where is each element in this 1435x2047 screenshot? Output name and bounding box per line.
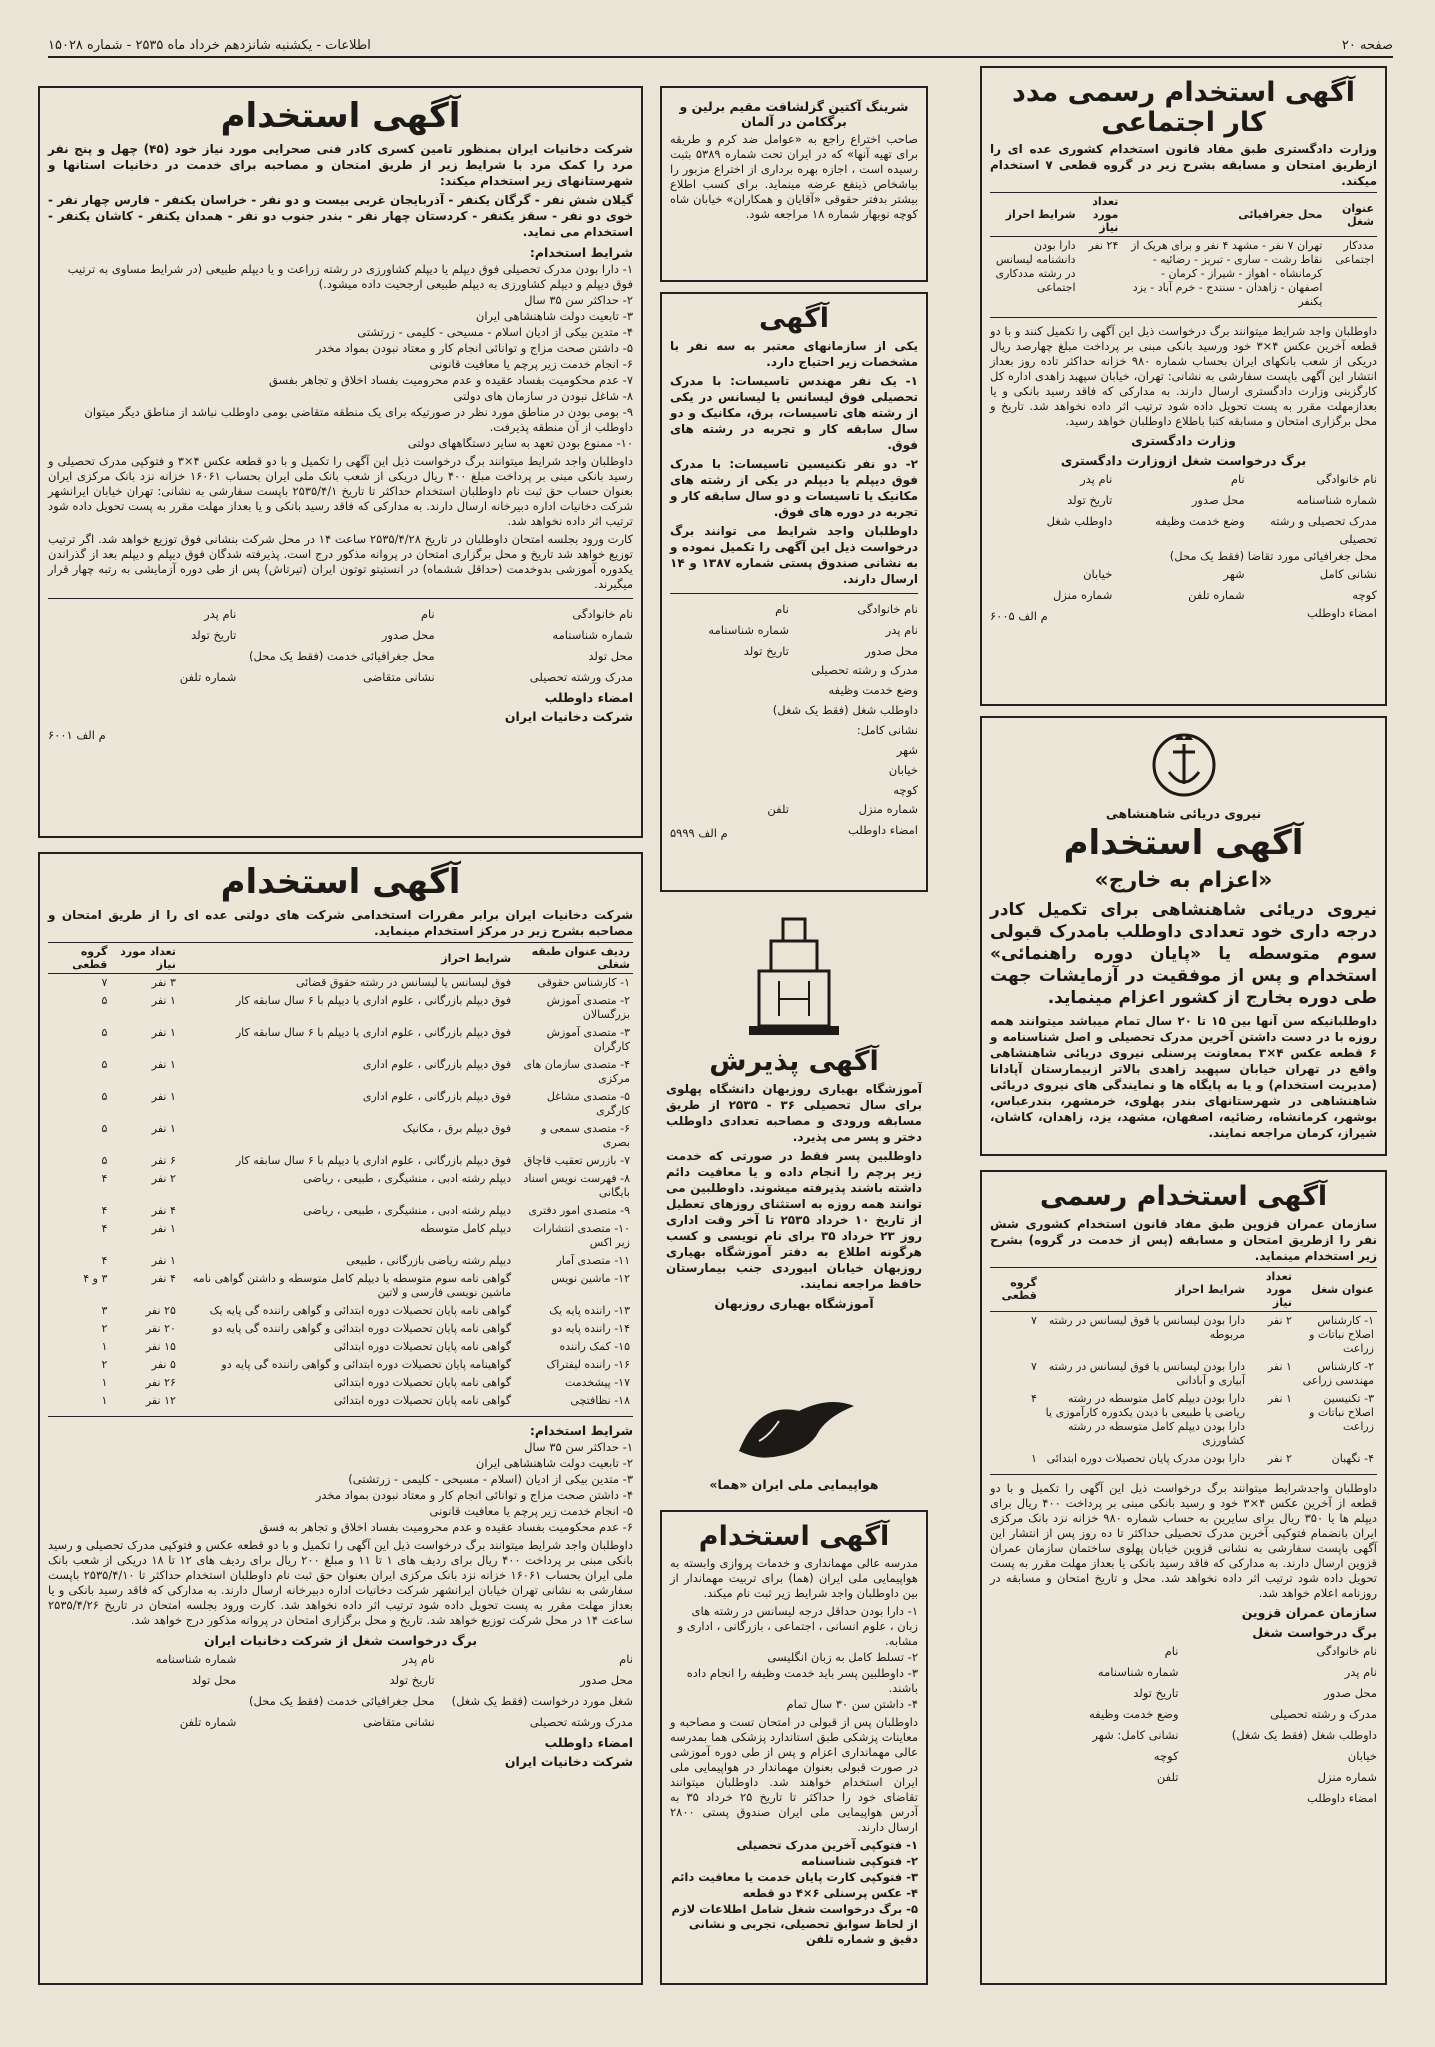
application-form: نام خانوادگی نام نام پدر شماره شناسنامه محل صدور تاریخ تولد محل تولد محل جغرافیائی خدمت (فقط یک محل) مدرک ورشته تحصیلی نشانی متقاضی شماره تلفن	[179, 607, 633, 685]
ad-note: داوطلبان واجد شرایط می توانند برگ درخواست ذیل این آگهی را تکمیل نموده و به نشانی صندوق پستی شماره ۱۳۸۷ و ۱۴ ارسال دارند.	[670, 523, 918, 586]
application-form: نام خانوادگی نام نام پدر شماره شناسنامه محل صدور تاریخ تولد	[708, 601, 918, 658]
ad-body: صاحب اختراع راجع به «عوامل ضد کرم و طریقه برای تهیه آنها» که در ایران تحت شماره ۵۳۸۹ بثبت رسیده است ، اجازه بهره برداری از اختراع مزبور را بیاشخاص ذینفع عرضه مینماید. برای کسب اطلاع بیشتر بدفتر حقوقی «آقایان و همکاران» خیابان شاه کوچه نوبهار شماره ۱۸ مراجعه شود.	[670, 132, 919, 221]
table-row: ۱۱- متصدی آمار دیپلم رشته ریاضی بازرگانی ، طبیعی ۱ نفر ۴	[101, 1254, 630, 1268]
ad-intro: سازمان عمران قزوین طبق مفاد قانون استخدام کشوری شش نفر را ازطریق امتحان و مسابقه (پس از خدمت در گروه) بشرح زیر استخدام مینماید.	[990, 1216, 1377, 1263]
ad-airline-logo	[660, 1385, 928, 1505]
ad-qazvin	[980, 1170, 1387, 1985]
ad-body: داوطلبان پس از قبولی در امتحان تست و مصاحبه و معاینات پزشکی طبق استاندارد پزشکی هما بمدرسه عالی مهمانداری اعزام و پس از طی دوره آموزشی در صورت قبولی بعنوان مهماندار در هواپیمایی ملی ایران استخدام خواهند شد. داوطلبان میتوانند تقاضای خود را حداکثر تا تاریخ ۲۵ خرداد ۳۵ به آدرس هواپیمایی ملی ایران صندوق پستی ۲۸۰۰ ارسال دارند.	[670, 1714, 919, 1834]
ad-title: آگهی استخدام	[698, 1521, 890, 1552]
ad-nursing	[660, 905, 928, 1375]
table-row: ۴- نگهبان ۲ نفر دارا بودن مدرک پایان تحصیلات دوره ابتدائی ۱	[1030, 1451, 1374, 1465]
ad-title: آگهی استخدام	[220, 96, 461, 136]
form-title: برگ درخواست شغل از شرکت دخانیات ایران	[203, 1633, 478, 1649]
table-row: ۴- متصدی سازمان های مرکزی فوق دیپلم بازرگانی ، علوم اداری ۱ نفر ۵	[101, 1058, 630, 1086]
ad-title: آگهی استخدام رسمی مدد کار اجتماعی	[1012, 77, 1355, 138]
ad-lead: نیروی دریائی شاهنشاهی برای تکمیل کادر درجه داری خود تعدادی داوطلب بامدرک قبولی سوم متوسطه یا «پایان دوره راهنمائی» استخدام و پس از موفقیت در آزمایشات جهت طی دوره بخارج از کشور اعزام مینماید.	[990, 900, 1377, 1009]
ad-subtitle: «اعزام به خارج»	[1094, 868, 1273, 894]
page-header	[48, 34, 1393, 58]
conditions-title: شرایط استخدام:	[529, 1423, 633, 1439]
ad-body: داوطلبان واجد شرایط میتوانند برگ درخواست ذیل این آگهی را تکمیل و با دو قطعه عکس ۴×۳ و فتوکپی مدرک تحصیلی و رسید بانکی مبنی بر پرداخت مبلغ ۴۰۰ ریال دریکی از شعب بانک ملی ایران بحساب ۱۶۰۶۱ خزانه نزد بانک مرکزی ایران بعنوان حساب حق ثبت نام داوطلبان استخدام حداکثر تا تاریخ ۲۵۳۵/۴/۱ باپست سفارشی به نشانی: تهران خیابان ایرانشهر شرکت دخانیات اداره دبیرخانه ارسال دارند. به مدارکی که فاقد رسید بانکی و یا بعداز مهلت مقرر به پست تحویل داده شود ترتیب اثر داده نخواهد شد.	[48, 454, 633, 529]
table-row: ۱۷- پیشخدمت گواهی نامه پایان تحصیلات دوره ابتدائی ۲۶ نفر ۱	[101, 1376, 630, 1390]
ad-body: داوطلبان واجدشرایط میتوانند برگ درخواست ذیل این آگهی را تکمیل و با دو قطعه از آخرین عکس ۴×۳ خود و رسید بانکی مبنی بر پرداخت ۴۰۰ ریال برای دیپلم ها یا ۳۵۰ ریال برای سایرین به حساب شماره ۹۸۰ خزانه نزد بانک مرکزی ایران بانضمام فتوکپی آخرین مدرک تحصیلی حداکثر تا ده روز پس از انتشار این آگهی باپست سفارشی به نشانی قزوین خیابان پهلوی ساختمان سازمان عمران قزوین ارسال دارند. به مدارکی که فاقد رسید بانکی یا بعداز مهلت مقرر به پست تحویل داده شود ترتیب اثر داده نخواهد شد. محل و تاریخ امتحان و مسابقه در روزنامه اعلام خواهد شد.	[990, 1480, 1377, 1600]
col-header: تعداد مورد نیاز	[1079, 193, 1122, 237]
homa-bird-icon	[660, 1391, 928, 1471]
table-row: ۱۶- راننده لیفتراک گواهینامه پایان تحصیلات دوره ابتدائی و گواهی راننده گی پایه دو ۵ نفر ۲	[101, 1358, 630, 1372]
ad-navy	[980, 716, 1387, 1156]
table-row: ۳- متصدی آموزش کارگران فوق دیپلم بازرگانی ، علوم اداری یا دیپلم با ۶ سال سابقه کار ۱ نفر ۵	[101, 1026, 630, 1054]
ad-intro: شرکت دخانیات ایران بمنظور تامین کسری کادر فنی صحرایی مورد نیاز خود (۴۵) چهل و پنج نفر مرد را کمک مرد با شرایط زیر از طریق امتحان و مصاحبه برای خدمت در دخانیات استانها و شهرستانهای زیر استخدام میکند:	[48, 142, 633, 189]
ad-body: آموزشگاه بهیاری روزبهان دانشگاه پهلوی برای سال تحصیلی ۳۶ - ۲۵۳۵ از طریق مسابقه ورودی و مصاحبه تعدادی داوطلب دختر و پسر می پذیرد.	[666, 1081, 923, 1144]
ad-patent	[660, 86, 928, 282]
page-number: صفحه ۲۰	[1341, 37, 1393, 53]
ad-small: آگهی یکی از سازمانهای معتبر به سه نفر با مشخصات زیر احتیاج دارد. ۱- یک نفر مهندس تاسیسات: با مدرک تحصیلی فوق لیسانس یا لیسانس در یکی از رشته های تاسیسات، برق، مکانیک و دو سال سابقه کار و تجربه در رشته های فوق. ۲- دو نفر تکنیسین تاسیسات: با مدرک فوق دیپلم یا دیپلم در یکی از رشته های مکانیک یا تاسیسات و دو سال سابقه کار و تجربه در دوره های فوق. داوطلبان واجد شرایط می توانند برگ درخواست ذیل این آگهی را تکمیل نموده و به نشانی صندوق پستی شماره ۱۳۸۷ و ۱۴ ارسال دارند. نام خانوادگی نام نام پدر شماره شناسنامه محل صدور تاریخ تولد مدرک و رشته تحصیلی وضع خدمت وظیفه داوطلب شغل (فقط یک شغل) نشانی کامل: شهر خیابان کوچه شماره منزل تلفن امضاء داوطلب م الف ۵۹۹۹	[660, 292, 928, 892]
form-title: برگ درخواست شغل ازوزارت دادگستری	[1060, 453, 1307, 469]
ad-title: آگهی پذیرش	[709, 1046, 879, 1077]
navy-emblem-icon	[990, 730, 1377, 800]
col-header: شرایط احراز	[990, 193, 1079, 237]
ad-tobacco-2: آگهی استخدام شرکت دخانیات ایران برابر مقررات استخدامی شرکت های دولتی عده ای را از طریق امتحان و مصاحبه بشرح زیر در مرکز استخدام مینماید. ردیف عنوان طبقه شغلی شرایط احراز تعداد مورد نیاز گروه قطعی ۱- کارشناس حقوقی فوق لیسانس یا لیسانس در رشته حقوق قضائی ۳ نفر ۷ ۲- متصدی آموزش بزرگسالان فوق دیپلم بازرگانی ، علوم اداری یا دیپلم با ۶ سال سابقه کار ۱ نفر ۵ ۳- متصدی آموزش کارگران فوق دیپلم بازرگانی ، علوم اداری یا دیپلم با ۶ سال سابقه کار ۱ نفر ۵ ۴- متصدی سازمان های مرکزی فوق دیپلم بازرگانی ، علوم اداری ۱ نفر ۵ ۵- متصدی مشاغل کارگری فوق دیپلم بازرگانی ، علوم اداری ۱ نفر ۵ ۶- متصدی سمعی و بصری فوق دیپلم برق ، مکانیک ۱ نفر ۵ ۷- بازرس تعقیب قاچاق فوق دیپلم بازرگانی ، علوم اداری یا دیپلم با ۶ سال سابقه کار ۶ نفر ۵ ۸- فهرست نویس اسناد بایگانی دیپلم رشته ادبی ، منشیگری ، طبیعی ، ریاضی ۲ نفر ۴ ۹- متصدی امور دفتری دیپلم رشته ادبی ، منشیگری ، طبیعی ، ریاضی ۴ نفر ۴ ۱۰- متصدی انتشارات زیر اکس دیپلم کامل متوسطه ۱ نفر ۴ ۱۱- متصدی آمار دیپلم رشته ریاضی بازرگانی ، طبیعی ۱ نفر ۴ ۱۲- ماشین نویس گواهی نامه سوم متوسطه یا دیپلم کامل متوسطه و داشتن گواهی نامه ماشین نویسی فارسی و لاتین ۴ نفر ۳ و ۴ ۱۳- راننده پایه یک گواهی نامه پایان تحصیلات دوره ابتدائی و گواهی راننده گی پایه یک ۲۵ نفر ۳ ۱۴- راننده پایه دو گواهی نامه پایان تحصیلات دوره ابتدائی و گواهی راننده گی پایه دو ۲۰ نفر ۲ ۱۵- کمک راننده گواهی نامه پایان تحصیلات دوره ابتدائی ۱۵ نفر ۱ ۱۶- راننده لیفتراک گواهینامه پایان تحصیلات دوره ابتدائی و گواهی راننده گی پایه دو ۵ نفر ۲ ۱۷- پیشخدمت گواهی نامه پایان تحصیلات دوره ابتدائی ۲۶ نفر ۱ ۱۸- نظافتچی گواهی نامه پایان تحصیلات دوره ابتدائی ۱۲ نفر ۱ شرایط استخدام: ۱- حداکثر سن ۳۵ سال ۲- تابعیت دولت شاهنشاهی ایران ۳- متدین بیکی از ادیان (اسلام - مسیحی - کلیمی - زرتشتی) ۴- داشتن صحت مزاج و توانائی انجام کار و معتاد نبودن بمواد مخدر ۵- انجام خدمت زیر پرچم یا معافیت قانونی ۶- عدم محکومیت بفساد عقیده و عدم محرومیت بفساد اخلاق و تجاهر به فسق داوطلبان واجد شرایط میتوانند برگ درخواست ذیل این آگهی را تکمیل و با دو قطعه عکس و فتوکپی مدرک تحصیلی و رسید بانکی مبنی بر پرداخت ۴۰۰ ریال برای ردیف های ۱ تا ۱۱ و مبلغ ۲۰۰ ریال برای ردیف های ۱۲ تا ۱۸ دریکی از شعب بانک ملی ایران بحساب ۱۶۰۶۱ خزانه نزد بانک مرکزی ایران بعنوان حق ثبت نام داوطلبان استخدام حداکثر تا ۲۵۳۵/۴/۱۰ باپست سفارشی به نشانی تهران خیابان ایرانشهر شرکت دخانیات اداره دبیرخانه ارسال دارند. به مدارکی که فاقد رسید بانکی و یا بعداز مهلت مقرر به پست تحویل داده شود ترتیب اثر داده نخواهد شد. کارت ورود بجلسه امتحان در تاریخ ۲۵۳۵/۴/۲۶ ساعت ۱۴ در محل شرکت توزیع خواهد شد. تاریخ و محل برگزاری امتحان در پروانه مذکور درج خواهد شد. برگ درخواست شغل از شرکت دخانیات ایران نام نام پدر شماره شناسنامه محل صدور تاریخ تولد محل تولد شغل مورد درخواست (فقط یک شغل) محل جغرافیائی خدمت (فقط یک محل) مدرک ورشته تحصیلی نشانی متقاضی شماره تلفن امضاء داوطلب شرکت دخانیات ایران	[38, 852, 643, 1985]
ad-body: داوطلبانیکه سن آنها بین ۱۵ تا ۲۰ سال تمام میباشد میتوانند همه روزه با در دست داشتن آخرین مدرک تحصیلی و اصل شناسنامه و ۶ قطعه عکس ۴×۳ بمعاونت پرسنلی نیروی دریائی شاهنشاهی واقع در تهران خیابان سپهبد زاهدی بالاتر ازبیمارستان آپادانا (مدیریت استخدام) و یا به پایگاه ها و نمایندگی های نیروی دریائی شاهنشاهی در شهرستانهای بندر پهلوی، خرمشهر، بندرعباس، بوشهر، کرمانشاه، رضائیه، اصفهان، مشهد، یزد، زاهدان، کاشان، شیراز، کرمان مراجعه نمایند.	[990, 1014, 1377, 1141]
table-row: ۱- کارشناس حقوقی فوق لیسانس یا لیسانس در رشته حقوق قضائی ۳ نفر ۷	[101, 976, 630, 990]
ad-signature: شرکت دخانیات ایران	[504, 1754, 633, 1770]
school-logo-icon	[666, 911, 922, 1041]
application-form: نام نام پدر شماره شناسنامه محل صدور تاریخ تولد محل تولد شغل مورد درخواست (فقط یک شغل) محل جغرافیائی خدمت (فقط یک محل) مدرک ورشته تحصیلی نشانی متقاضی شماره تلفن	[155, 1652, 633, 1730]
ad-signature: آموزشگاه بهیاری روزبهان	[714, 1295, 874, 1311]
table-row: ۳- تکنیسین اصلاح نباتات و زراعت ۱ نفر دارا بودن دیپلم کامل متوسطه در رشته ریاضی یا طبیعی با دیدن یکدوره کارآموزی یا دارا بودن دیپلم کامل متوسطه در رشته کشاورزی ۴	[1030, 1391, 1374, 1447]
airline-name: هواپیمایی ملی ایران «هما»	[709, 1477, 879, 1492]
conditions-title: شرایط استخدام:	[529, 245, 633, 261]
list-item: ۲- دو نفر تکنیسین تاسیسات: با مدرک فوق دیپلم یا دیپلم در یکی از رشته های مکانیک یا تاسیسات و دو سال سابقه کار و تجربه در دوره های فوق.	[670, 456, 918, 519]
ad-signature: سازمان عمران قزوین	[1241, 1604, 1377, 1620]
ad-places: گیلان شش نفر - گرگان یکنفر - آذربایجان غربی بیست و دو نفر - خراسان یکنفر - فارس چهار نفر - خوی دو نفر - سقز یکنفر - کردستان چهار نفر - بندر جنوب دو نفر - همدان یکنفر - کاشان یکنفر - استخدام می نماید.	[48, 193, 633, 240]
table-row: ۱۴- راننده پایه دو گواهی نامه پایان تحصیلات دوره ابتدائی و گواهی راننده گی پایه دو ۲۰ نفر ۲	[101, 1322, 630, 1336]
job-table: ردیف عنوان طبقه شغلی شرایط احراز تعداد مورد نیاز گروه قطعی ۱- کارشناس حقوقی فوق لیسانس یا لیسانس در رشته حقوق قضائی ۳ نفر ۷ ۲- متصدی آموزش بزرگسالان فوق دیپلم بازرگانی ، علوم اداری یا دیپلم با ۶ سال سابقه کار ۱ نفر ۵ ۳- متصدی آموزش کارگران فوق دیپلم بازرگانی ، علوم اداری یا دیپلم با ۶ سال سابقه کار ۱ نفر ۵ ۴- متصدی سازمان های مرکزی فوق دیپلم بازرگانی ، علوم اداری ۱ نفر ۵ ۵- متصدی مشاغل کارگری فوق دیپلم بازرگانی ، علوم اداری ۱ نفر ۵ ۶- متصدی سمعی و بصری فوق دیپلم برق ، مکانیک ۱ نفر ۵ ۷- بازرس تعقیب قاچاق فوق دیپلم بازرگانی ، علوم اداری یا دیپلم با ۶ سال سابقه کار ۶ نفر ۵ ۸- فهرست نویس اسناد بایگانی دیپلم رشته ادبی ، منشیگری ، طبیعی ، ریاضی ۲ نفر ۴ ۹- متصدی امور دفتری دیپلم رشته ادبی ، منشیگری ، طبیعی ، ریاضی ۴ نفر ۴ ۱۰- متصدی انتشارات زیر اکس دیپلم کامل متوسطه ۱ نفر ۴ ۱۱- متصدی آمار دیپلم رشته ریاضی بازرگانی ، طبیعی ۱ نفر ۴ ۱۲- ماشین نویس گواهی نامه سوم متوسطه یا دیپلم کامل متوسطه و داشتن گواهی نامه ماشین نویسی فارسی و لاتین ۴ نفر ۳ و ۴ ۱۳- راننده پایه یک گواهی نامه پایان تحصیلات دوره ابتدائی و گواهی راننده گی پایه یک ۲۵ نفر ۳ ۱۴- راننده پایه دو گواهی نامه پایان تحصیلات دوره ابتدائی و گواهی راننده گی پایه دو ۲۰ نفر ۲ ۱۵- کمک راننده گواهی نامه پایان تحصیلات دوره ابتدائی ۱۵ نفر ۱ ۱۶- راننده لیفتراک گواهینامه پایان تحصیلات دوره ابتدائی و گواهی راننده گی پایه دو ۵ نفر ۲ ۱۷- پیشخدمت گواهی نامه پایان تحصیلات دوره ابتدائی ۲۶ نفر ۱ ۱۸- نظافتچی گواهی نامه پایان تحصیلات دوره ابتدائی ۱۲ نفر ۱	[48, 942, 633, 1410]
application-form: نام خانوادگی نام نام پدر شماره شناسنامه محل صدور تاریخ تولد مدرک تحصیلی و رشته تحصیلی وضع خدمت وظیفه داوطلب شغل	[1046, 472, 1377, 547]
ad-intro: وزارت دادگستری طبق مفاد قانون استخدام کشوری عده ای را ازطریق امتحان و مسابقه بشرح زیر در گروه قطعی ۷ استخدام میکند.	[990, 142, 1377, 189]
ad-title: آگهی	[758, 303, 830, 334]
table-row: ۵- متصدی مشاغل کارگری فوق دیپلم بازرگانی ، علوم اداری ۱ نفر ۵	[101, 1090, 630, 1118]
org-name: نیروی دریائی شاهنشاهی	[1105, 806, 1262, 821]
ad-title: آگهی استخدام رسمی	[1039, 1181, 1328, 1212]
ad-note: داوطلبین پسر فقط در صورتی که خدمت زیر پرچم را انجام داده و یا معافیت دائم داشته باشند پذیرفته میشوند. داوطلبین می توانند همه روزه به استثنای روزهای تعطیل از تاریخ ۱۰ خرداد ۲۵۳۵ تا آخر وقت اداری روز ۲۳ خرداد ۳۵ برای نام نویسی و کسب هرگونه اطلاع به دفتر آموزشگاه بهیاری روزبهان خیابان ابیوردی جنب بیمارستان حافظ مراجعه نمایند.	[666, 1148, 923, 1291]
application-form: نام خانوادگی نام نام پدر شماره شناسنامه محل صدور تاریخ تولد مدرک و رشته تحصیلی وضع خدمت وظیفه داوطلب شغل (فقط یک شغل) نشانی کامل: شهر خیابان کوچه شماره منزل تلفن امضاء داوطلب	[1088, 1643, 1377, 1805]
ad-exam: کارت ورود بجلسه امتحان داوطلبان در تاریخ ۲۵۳۵/۴/۲۸ ساعت ۱۴ در محل شرکت بنشانی فوق توزیع خواهد شد. اگر ترتیب توزیع خواهد شد تاریخ و محل برگزاری امتحان در پروانه مذکور درج است. پذیرفته شدگان فوق دیپلم و دیپلم بعد از گذراندن یکدوره آموزشی بدوخدمت (حداقل ششماه) در انستیتو توتون ایران (تیرتاش) پس از طی دوره آزمایشی به رتبه چهار قرار میگیرند.	[48, 532, 633, 592]
job-table	[990, 192, 1377, 311]
table-row: ۲- کارشناس مهندسی زراعی ۱ نفر دارا بودن لیسانس یا فوق لیسانس در رشته آبیاری و آبادانی ۷	[1030, 1359, 1374, 1387]
ad-ref: م الف ۶۰۰۵	[990, 609, 1048, 624]
table-row: ۲- متصدی آموزش بزرگسالان فوق دیپلم بازرگانی ، علوم اداری یا دیپلم با ۶ سال سابقه کار ۱ نفر ۵	[101, 994, 630, 1022]
table-row: ۱۸- نظافتچی گواهی نامه پایان تحصیلات دوره ابتدائی ۱۲ نفر ۱	[101, 1394, 630, 1408]
table-row: ۸- فهرست نویس اسناد بایگانی دیپلم رشته ادبی ، منشیگری ، طبیعی ، ریاضی ۲ نفر ۴	[101, 1172, 630, 1200]
ad-title: شرینگ آکتین گزلشافت مقیم برلین و برگکامن در آلمان	[679, 99, 909, 129]
col-header: محل جغرافیائی	[1121, 193, 1325, 237]
ad-ref: م الف ۵۹۹۹	[670, 825, 728, 840]
job-table: عنوان شغل تعداد مورد نیاز شرایط احراز گروه قطعی ۱- کارشناس اصلاح نباتات و زراعت ۲ نفر دارا بودن لیسانس یا فوق لیسانس در رشته مربوطه ۷ ۲- کارشناس مهندسی زراعی ۱ نفر دارا بودن لیسانس یا فوق لیسانس در رشته آبیاری و آبادانی ۷ ۳- تکنیسین اصلاح نباتات و زراعت ۱ نفر دارا بودن دیپلم کامل متوسطه در رشته ریاضی یا طبیعی با دیدن یکدوره کارآموزی یا دارا بودن دیپلم کامل متوسطه در رشته کشاورزی ۴ ۴- نگهبان ۲ نفر دارا بودن مدرک پایان تحصیلات دوره ابتدائی ۱	[990, 1267, 1377, 1468]
ad-airline: آگهی استخدام مدرسه عالی مهمانداری و خدمات پروازی وابسته به هواپیمایی ملی ایران (هما) برای تربیت مهماندار از بین داوطلبان واجد شرایط زیر ثبت نام میکند. ۱- دارا بودن حداقل درجه لیسانس در رشته های زبان ، علوم انسانی ، اجتماعی ، بازرگانی ، اداری و مشابه. ۲- تسلط کامل به زبان انگلیسی ۳- داوطلبین پسر باید خدمت وظیفه را انجام داده باشند. ۴- داشتن سن ۳۰ سال تمام داوطلبان پس از قبولی در امتحان تست و مصاحبه و معاینات پزشکی طبق استاندارد پزشکی هما بمدرسه عالی مهمانداری اعزام و پس از طی دوره آموزشی در صورت قبولی بعنوان مهماندار در هواپیمایی ملی ایران استخدام خواهند شد. داوطلبان میتوانند تقاضای خود را حداکثر تا تاریخ ۲۵ خرداد ۳۵ به آدرس هواپیمایی ملی ایران صندوق پستی ۲۸۰۰ ارسال دارند. ۱- فتوکپی آخرین مدرک تحصیلی ۲- فتوکپی شناسنامه ۳- فتوکپی کارت پایان خدمت یا معافیت دائم ۴- عکس پرسنلی ۶×۴ دو قطعه ۵- برگ درخواست شغل شامل اطلاعات لازم از لحاظ سوابق تحصیلی، تجربی و نشانی دقیق و شماره تلفن	[660, 1510, 928, 1985]
list-item: ۱- یک نفر مهندس تاسیسات: با مدرک تحصیلی فوق لیسانس یا لیسانس در یکی از رشته های تاسیسات، برق، مکانیک و دو سال سابقه کار و تجربه در رشته های فوق.	[670, 373, 918, 452]
ad-body: داوطلبان واجد شرایط میتوانند برگ درخواست ذیل این آگهی را تکمیل کنند و با دو قطعه آخرین عکس ۴×۳ خود ورسید بانکی مبنی بر پرداخت مبلغ چهارصد ریال دریکی از شعب بانکهای ایران بحساب شماره ۹۸۰ خزانه حداکثر تاده روز بعداز انتشار این آگهی باپست سفارشی به نشانی: تهران، خیابان سپهبد زاهدی اداره کل کارگزینی وزارت دادگستری ارسال دارند. به مدارکی که فاقد رسید بانکی و یا بعدازمهلت مقرر به پست تحویل داده شود ترتیب اثر داده نخواهد شد. تاریخ و محل برگزاری امتحان و مسابقه کتبا باطلاع داوطلبان خواهد رسید.	[990, 324, 1377, 429]
table-row: ۷- بازرس تعقیب قاچاق فوق دیپلم بازرگانی ، علوم اداری یا دیپلم با ۶ سال سابقه کار ۶ نفر ۵	[101, 1154, 630, 1168]
ad-intro: یکی از سازمانهای معتبر به سه نفر با مشخصات زیر احتیاج دارد.	[670, 338, 918, 369]
table-row: مددکار اجتماعی تهران ۷ نفر - مشهد ۴ نفر و برای هریک از نقاط رشت - ساری - تبریز - رضائیه - کرمانشاه - اهواز - شیراز - کرمان - اصفهان - زاهدان - سنندج - خرم آباد - یزد یکنفر ۲۴ نفر دارا بودن دانشنامه لیسانس در رشته مددکاری اجتماعی	[995, 239, 1374, 309]
issue-info: اطلاعات - یکشنبه شانزدهم خرداد ماه ۲۵۳۵ - شماره ۱۵۰۲۸	[48, 37, 371, 53]
ad-body: داوطلبان واجد شرایط میتوانند برگ درخواست ذیل این آگهی را تکمیل و با دو قطعه عکس و فتوکپی مدرک تحصیلی و رسید بانکی مبنی بر پرداخت ۴۰۰ ریال برای ردیف های ۱ تا ۱۱ و مبلغ ۲۰۰ ریال برای ردیف های ۱۲ تا ۱۸ دریکی از شعب بانک ملی ایران بحساب ۱۶۰۶۱ خزانه نزد بانک مرکزی ایران بعنوان حق ثبت نام داوطلبان استخدام حداکثر تا ۲۵۳۵/۴/۱۰ باپست سفارشی به نشانی تهران خیابان ایرانشهر شرکت دخانیات اداره دبیرخانه ارسال دارند. به مدارکی که فاقد رسید بانکی و یا بعداز مهلت مقرر به پست تحویل داده شود ترتیب اثر داده نخواهد شد. کارت ورود بجلسه امتحان در تاریخ ۲۵۳۵/۴/۲۶ ساعت ۱۴ در محل شرکت توزیع خواهد شد. تاریخ و محل برگزاری امتحان در پروانه مذکور درج خواهد شد.	[48, 1538, 634, 1628]
table-row: ۱- کارشناس اصلاح نباتات و زراعت ۲ نفر دارا بودن لیسانس یا فوق لیسانس در رشته مربوطه ۷	[1030, 1313, 1374, 1355]
ad-welfare: آگهی استخدام رسمی مدد کار اجتماعی وزارت دادگستری طبق مفاد قانون استخدام کشوری عده ای را ازطریق امتحان و مسابقه بشرح زیر در گروه قطعی ۷ استخدام میکند. عنوان شغل محل جغرافیائی تعداد مورد نیاز شرایط احراز مددکار اجتماعی تهران ۷ نفر - مشهد ۴ نفر و برای هریک از نقاط رشت - ساری - تبریز - رضائیه - کرمانشاه - اهواز - شیراز - کرمان - اصفهان - زاهدان - سنندج - خرم آباد - یزد یکنفر ۲۴ نفر دارا بودن دانشنامه لیسانس در رشته مددکاری اجتماعی داوطلبان واجد شرایط میتوانند برگ درخواست ذیل این آگهی را تکمیل کنند و با دو قطعه آخرین عکس ۴×۳ خود ورسید بانکی مبنی بر پرداخت مبلغ چهارصد ریال دریکی از شعب بانکهای ایران بحساب شماره ۹۸۰ خزانه حداکثر تاده روز بعداز انتشار این آگهی باپست سفارشی به نشانی: تهران، خیابان سپهبد زاهدی اداره کل کارگزینی وزارت دادگستری ارسال دارند. به مدارکی که فاقد رسید بانکی و یا بعدازمهلت مقرر به پست تحویل داده شود ترتیب اثر داده نخواهد شد. تاریخ و محل برگزاری امتحان و مسابقه کتبا باطلاع داوطلبان خواهد رسید. وزارت دادگستری برگ درخواست شغل ازوزارت دادگستری نام خانوادگی نام نام پدر شماره شناسنامه محل صدور تاریخ تولد مدرک تحصیلی و رشته تحصیلی وضع خدمت وظیفه داوطلب شغل محل جغرافیائی مورد تقاضا (فقط یک محل) نشانی کامل شهر خیابان کوچه شماره تلفن شماره منزل امضاء داوطلب م الف ۶۰۰۵	[980, 66, 1387, 706]
table-row: ۱۲- ماشین نویس گواهی نامه سوم متوسطه یا دیپلم کامل متوسطه و داشتن گواهی نامه ماشین نویسی فارسی و لاتین ۴ نفر ۳ و ۴	[83, 1272, 630, 1300]
ad-intro: مدرسه عالی مهمانداری و خدمات پروازی وابسته به هواپیمایی ملی ایران (هما) برای تربیت مهماندار از بین داوطلبان واجد شرایط زیر ثبت نام میکند.	[670, 1555, 918, 1600]
ad-title: آگهی استخدام	[1063, 823, 1304, 863]
table-row: ۱۳- راننده پایه یک گواهی نامه پایان تحصیلات دوره ابتدائی و گواهی راننده گی پایه یک ۲۵ نفر ۳	[101, 1304, 630, 1318]
ad-title: آگهی استخدام	[220, 862, 461, 902]
table-row: ۶- متصدی سمعی و بصری فوق دیپلم برق ، مکانیک ۱ نفر ۵	[101, 1122, 630, 1150]
col-header: عنوان شغل	[1325, 193, 1377, 237]
ad-tobacco-1: آگهی استخدام شرکت دخانیات ایران بمنظور تامین کسری کادر فنی صحرایی مورد نیاز خود (۴۵) چهل و پنج نفر مرد را کمک مرد با شرایط زیر از طریق امتحان و مصاحبه برای خدمت در دخانیات استانها و شهرستانهای زیر استخدام میکند: گیلان شش نفر - گرگان یکنفر - آذربایجان غربی بیست و دو نفر - خراسان یکنفر - فارس چهار نفر - خوی دو نفر - سقز یکنفر - کردستان چهار نفر - بندر جنوب دو نفر - همدان یکنفر - کاشان یکنفر - استخدام می نماید. شرایط استخدام: ۱- دارا بودن مدرک تحصیلی فوق دیپلم یا دیپلم کشاورزی در رشته زراعت و یا دیپلم طبیعی (در شرایط مساوی به ترتیب فوق دیپلم و دیپلم کشاورزی به دیپلم طبیعی ارجحیت داده میشود.) ۲- حداکثر سن ۳۵ سال ۳- تابعیت دولت شاهنشاهی ایران ۴- متدین بیکی از ادیان اسلام - مسیحی - کلیمی - زرتشتی ۵- داشتن صحت مزاج و توانائی انجام کار و معتاد نبودن بمواد مخدر ۶- انجام خدمت زیر پرچم یا معافیت قانونی ۷- عدم محکومیت بفساد عقیده و عدم محرومیت بفساد اخلاق و تجاهر بفسق ۸- شاغل نبودن در سازمان های دولتی ۹- بومی بودن در مناطق مورد نظر در صورتیکه برای یک منطقه متقاضی بومی داوطلب نباشد از مناطق دیگر میتوان داوطلب از آن منطقه پذیرفت. ۱۰- ممنوع بودن تعهد به سایر دستگاههای دولتی داوطلبان واجد شرایط میتوانند برگ درخواست ذیل این آگهی را تکمیل و با دو قطعه عکس ۴×۳ و فتوکپی مدرک تحصیلی و رسید بانکی مبنی بر پرداخت مبلغ ۴۰۰ ریال دریکی از شعب بانک ملی ایران بحساب ۱۶۰۶۱ خزانه نزد بانک مرکزی ایران بعنوان حساب حق ثبت نام داوطلبان استخدام حداکثر تا تاریخ ۲۵۳۵/۴/۱ باپست سفارشی به نشانی: تهران خیابان ایرانشهر شرکت دخانیات اداره دبیرخانه ارسال دارند. به مدارکی که فاقد رسید بانکی و یا بعداز مهلت مقرر به پست تحویل داده شود ترتیب اثر داده نخواهد شد. کارت ورود بجلسه امتحان داوطلبان در تاریخ ۲۵۳۵/۴/۲۸ ساعت ۱۴ در محل شرکت بنشانی فوق توزیع خواهد شد. اگر ترتیب توزیع خواهد شد تاریخ و محل برگزاری امتحان در پروانه مذکور درج است. پذیرفته شدگان فوق دیپلم و دیپلم بعد از گذراندن یکدوره آموزشی بدوخدمت (حداقل ششماه) در انستیتو توتون ایران (تیرتاش) پس از طی دوره آزمایشی به رتبه چهار قرار میگیرند. نام خانوادگی نام نام پدر شماره شناسنامه محل صدور تاریخ تولد محل تولد محل جغرافیائی خدمت (فقط یک محل) مدرک ورشته تحصیلی نشانی متقاضی شماره تلفن امضاء داوطلب شرکت دخانیات ایران م الف ۶۰۰۱	[38, 86, 643, 838]
table-row: ۹- متصدی امور دفتری دیپلم رشته ادبی ، منشیگری ، طبیعی ، ریاضی ۴ نفر ۴	[101, 1204, 630, 1218]
table-row: ۱۰- متصدی انتشارات زیر اکس دیپلم کامل متوسطه ۱ نفر ۴	[101, 1222, 630, 1250]
ad-ref: م الف ۶۰۰۱	[48, 728, 106, 743]
ad-intro: شرکت دخانیات ایران برابر مقررات استخدامی شرکت های دولتی عده ای را از طریق امتحان و مصاحبه بشرح زیر در مرکز استخدام مینماید.	[48, 908, 633, 939]
table-row: ۱۵- کمک راننده گواهی نامه پایان تحصیلات دوره ابتدائی ۱۵ نفر ۱	[101, 1340, 630, 1354]
ad-signature: وزارت دادگستری	[1131, 433, 1236, 449]
form-title: برگ درخواست شغل	[1252, 1624, 1377, 1640]
ad-signature: شرکت دخانیات ایران	[504, 709, 633, 725]
